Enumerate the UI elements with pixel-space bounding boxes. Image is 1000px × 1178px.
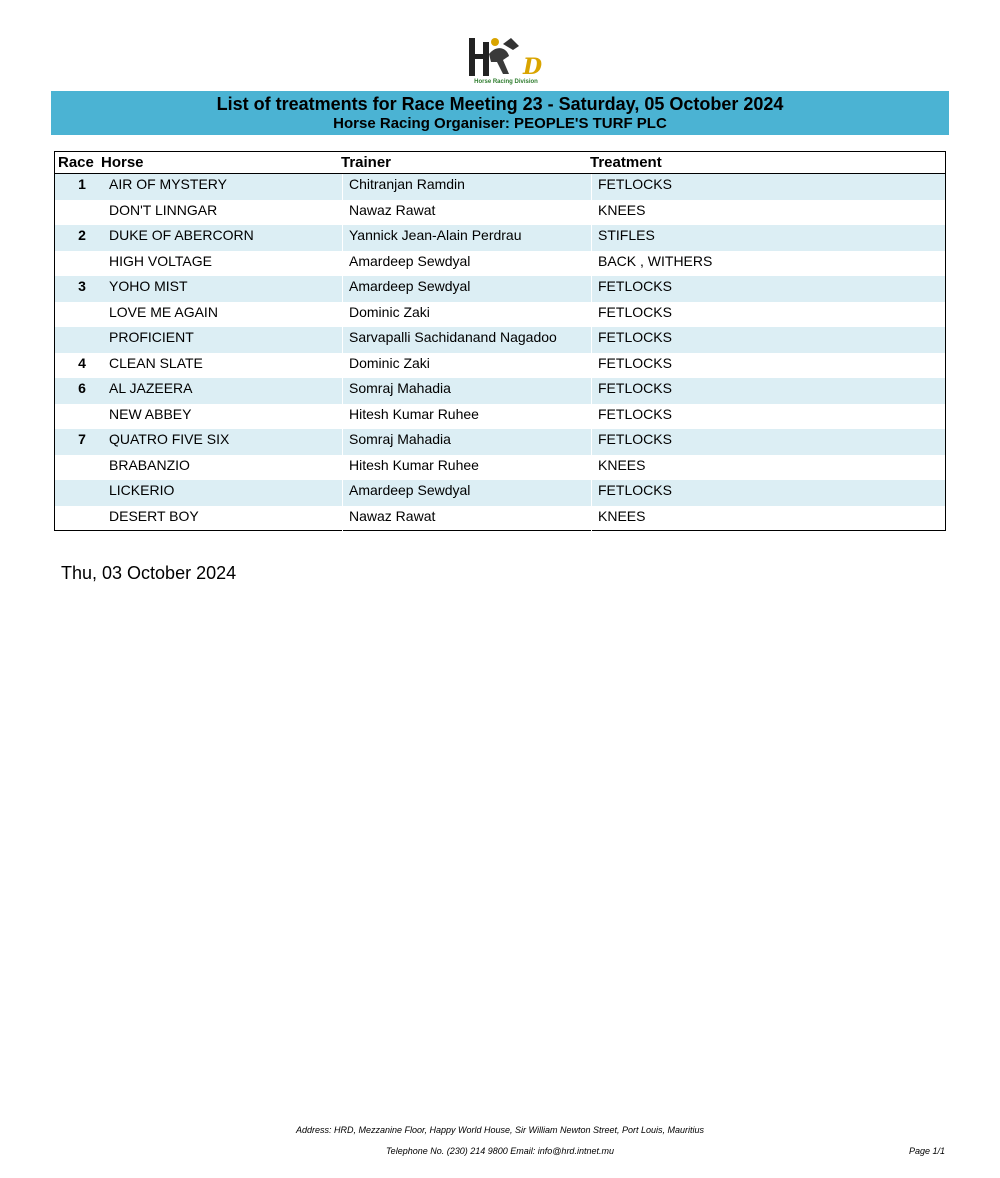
horse-cell: LICKERIO [109, 482, 175, 498]
column-separator [342, 327, 343, 353]
table-row [55, 353, 945, 379]
horse-cell: LOVE ME AGAIN [109, 303, 218, 320]
treatment-cell: FETLOCKS [598, 482, 672, 498]
trainer-cell: Sarvapalli Sachidanand Nagadoo [349, 329, 557, 345]
column-separator [591, 404, 592, 430]
page-subtitle: Horse Racing Organiser: PEOPLE'S TURF PLC [333, 115, 667, 132]
column-separator [342, 251, 343, 277]
trainer-cell: Hitesh Kumar Ruhee [349, 456, 479, 473]
treatment-cell: STIFLES [598, 227, 655, 243]
column-separator [591, 506, 592, 532]
horse-cell: DUKE OF ABERCORN [109, 227, 254, 243]
column-separator [342, 429, 343, 455]
trainer-cell: Nawaz Rawat [349, 507, 436, 524]
title-banner [51, 91, 949, 135]
column-separator [591, 480, 592, 506]
column-separator [342, 480, 343, 506]
table-row [55, 251, 945, 277]
table-row [55, 404, 945, 430]
horse-cell: HIGH VOLTAGE [109, 252, 212, 269]
horse-cell: CLEAN SLATE [109, 354, 203, 371]
treatment-cell: FETLOCKS [598, 354, 672, 371]
column-separator [342, 276, 343, 302]
race-cell: 6 [78, 380, 86, 396]
page-title: List of treatments for Race Meeting 23 - Saturday, 05 October 2024 [216, 94, 784, 114]
column-separator [591, 429, 592, 455]
column-separator [342, 353, 343, 379]
horse-cell: AIR OF MYSTERY [109, 176, 227, 192]
treatment-cell: FETLOCKS [598, 329, 672, 345]
treatment-cell: BACK , WITHERS [598, 252, 713, 269]
column-separator [342, 225, 343, 251]
treatment-cell: FETLOCKS [598, 278, 672, 294]
column-separator [342, 378, 343, 404]
column-header-trainer: Trainer [341, 154, 392, 171]
treatment-cell: FETLOCKS [598, 303, 672, 320]
table-header [55, 152, 945, 174]
treatment-cell: FETLOCKS [598, 405, 672, 422]
trainer-cell: Dominic Zaki [349, 303, 430, 320]
column-separator [591, 353, 592, 379]
table-row [55, 302, 945, 328]
column-separator [342, 174, 343, 200]
trainer-cell: Amardeep Sewdyal [349, 252, 471, 269]
race-cell: 4 [78, 354, 86, 371]
trainer-cell: Yannick Jean-Alain Perdrau [349, 227, 522, 243]
column-separator [591, 251, 592, 277]
table-row [55, 378, 945, 404]
column-separator [342, 404, 343, 430]
race-cell: 3 [78, 278, 86, 294]
horse-cell: BRABANZIO [109, 456, 190, 473]
column-separator [591, 302, 592, 328]
table-row [55, 429, 945, 455]
treatment-cell: KNEES [598, 507, 646, 524]
column-separator [342, 455, 343, 481]
trainer-cell: Amardeep Sewdyal [349, 482, 471, 498]
table-row [55, 327, 945, 353]
column-separator [342, 302, 343, 328]
column-separator [591, 455, 592, 481]
trainer-cell: Amardeep Sewdyal [349, 278, 471, 294]
column-separator [591, 174, 592, 200]
trainer-cell: Somraj Mahadia [349, 380, 451, 396]
table-row [55, 276, 945, 302]
treatment-cell: FETLOCKS [598, 176, 672, 192]
race-cell: 1 [78, 176, 86, 192]
treatment-cell: KNEES [598, 456, 646, 473]
table-row [55, 225, 945, 251]
treatment-cell: FETLOCKS [598, 431, 672, 447]
table-row [55, 200, 945, 226]
horse-cell: NEW ABBEY [109, 405, 192, 422]
horse-cell: DESERT BOY [109, 507, 199, 524]
horse-cell: AL JAZEERA [109, 380, 193, 396]
column-header-race: Race [58, 154, 94, 171]
horse-cell: YOHO MIST [109, 278, 188, 294]
race-cell: 2 [78, 227, 86, 243]
column-separator [342, 200, 343, 226]
table-row [55, 455, 945, 481]
column-separator [591, 378, 592, 404]
column-header-treatment: Treatment [590, 154, 662, 171]
column-separator [591, 327, 592, 353]
column-separator [591, 200, 592, 226]
horse-cell: DON'T LINNGAR [109, 201, 218, 218]
logo-subtitle: Horse Racing Division [474, 79, 538, 85]
treatments-table [54, 151, 946, 531]
table-row [55, 506, 945, 532]
column-separator [591, 276, 592, 302]
treatment-cell: FETLOCKS [598, 380, 672, 396]
column-separator [591, 225, 592, 251]
horse-cell: QUATRO FIVE SIX [109, 431, 230, 447]
column-separator [342, 506, 343, 532]
footer-address: Address: HRD, Mezzanine Floor, Happy World House, Sir William Newton Street, Port Louis, Mauritius [295, 1125, 705, 1135]
table-row [55, 174, 945, 200]
horse-cell: PROFICIENT [109, 329, 194, 345]
column-header-horse: Horse [101, 154, 144, 171]
treatment-cell: KNEES [598, 201, 646, 218]
race-cell: 7 [78, 431, 86, 447]
table-row [55, 480, 945, 506]
page-number: Page 1/1 [909, 1146, 946, 1156]
trainer-cell: Nawaz Rawat [349, 201, 436, 218]
trainer-cell: Somraj Mahadia [349, 431, 451, 447]
trainer-cell: Chitranjan Ramdin [349, 176, 465, 192]
table-body [55, 174, 945, 531]
trainer-cell: Hitesh Kumar Ruhee [349, 405, 479, 422]
footer-contact: Telephone No. (230) 214 9800 Email: info@hrd.intnet.mu [386, 1146, 614, 1156]
print-date: Thu, 03 October 2024 [61, 563, 237, 583]
trainer-cell: Dominic Zaki [349, 354, 430, 371]
svg-text:D: D [523, 54, 543, 80]
